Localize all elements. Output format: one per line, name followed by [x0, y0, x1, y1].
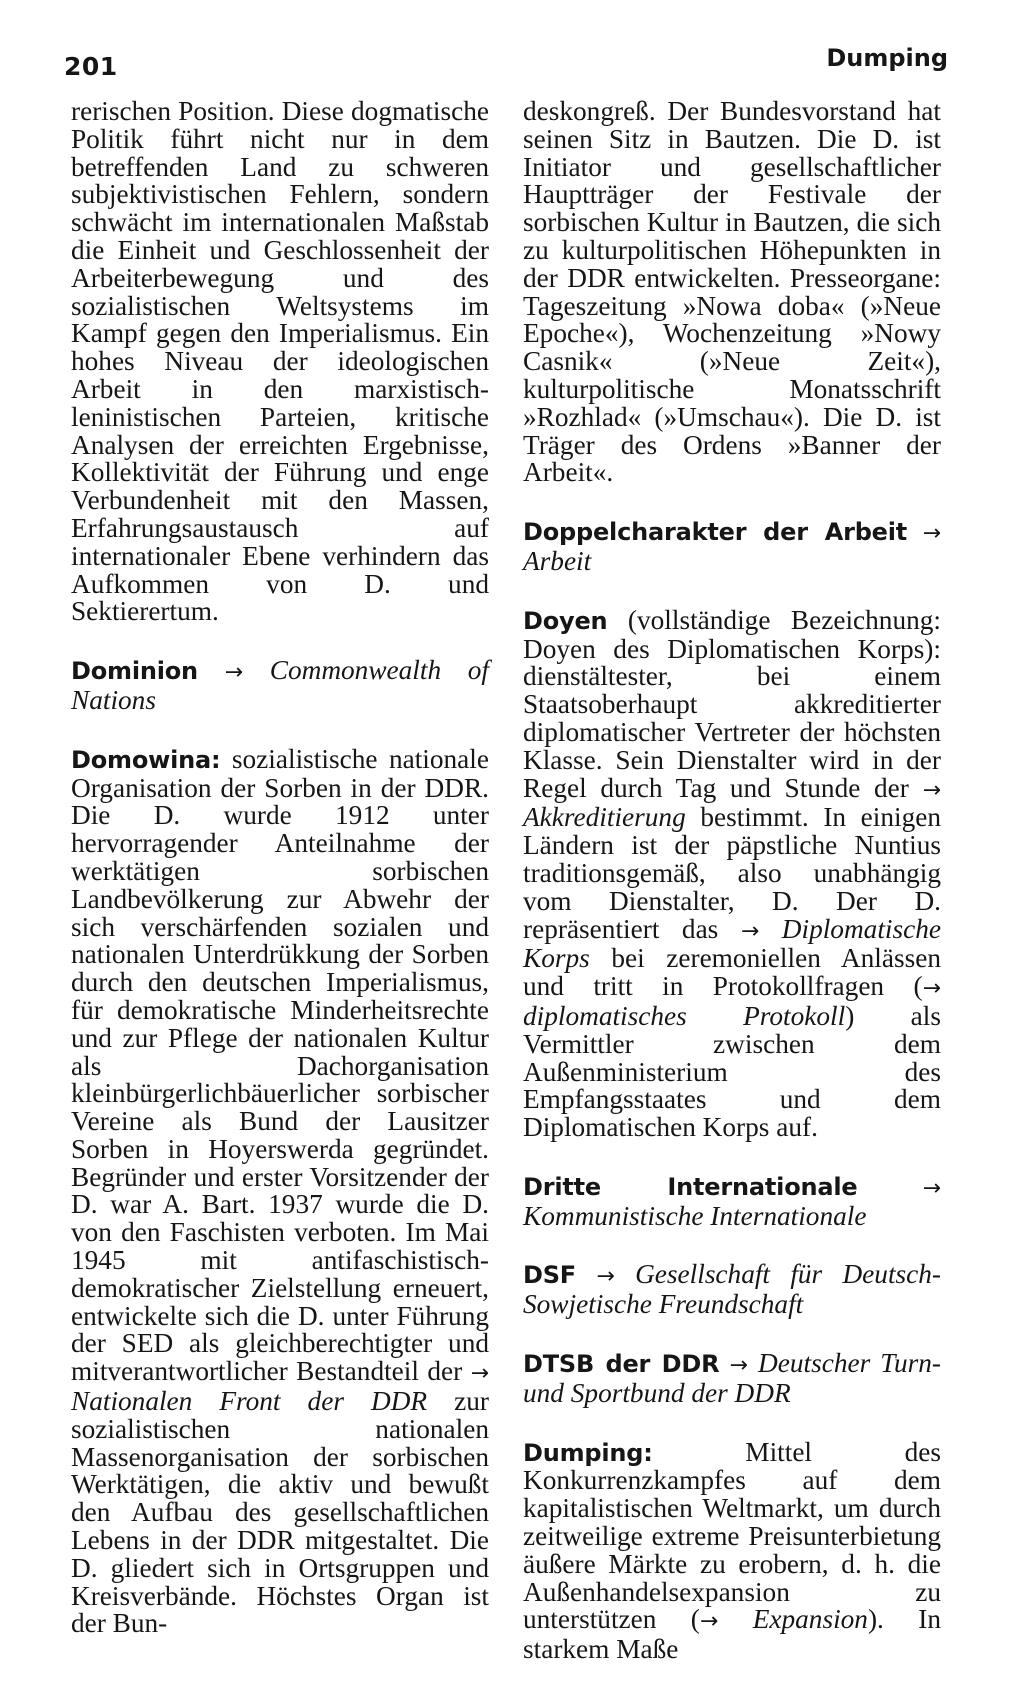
cross-reference-link[interactable]: Kommunistische Internationale	[523, 1200, 867, 1231]
continued-paragraph: deskongreß. Der Bundesvorstand hat seinen Sitz in Bautzen. Die D. ist Initiator und gesellschaftlicher Hauptträger der Festivale der sorbischen Kultur in Bautzen, die sich zu kulturpolitischen Höhepunkten in der DDR entwickelten. Presseorgane: Tageszeitung »Nowa doba« (»Neue Epoche«), Wochenzeitung »Nowy Casnik« (»Neue Zeit«), kulturpolitische Monatsschrift »Rozhlad« (»Umschau«). Die D. ist Träger des Ordens »Banner der Arbeit«.	[523, 96, 941, 488]
cross-reference-link[interactable]: Deutscher Turn- und Sportbund der DDR	[523, 1348, 941, 1408]
cross-reference-link[interactable]: Nationalen Front der DDR	[71, 1386, 428, 1417]
entry-headword: Dominion	[71, 657, 198, 686]
cross-reference-arrow-icon: →	[596, 1264, 615, 1290]
continued-paragraph: rerischen Position. Diese dogmatische Politik führt nicht nur in dem betreffenden Land zu schweren subjektivistischen Fehlern, sondern schwächt im internationalen Maßstab die Einheit und Geschlossenheit der Arbeiterbewegung und des sozialistischen Weltsystems im Kampf gegen den Imperialismus. Ein hohes Niveau der ideologischen Arbeit in den marxistisch-leninistischen Parteien, kritische Analysen der erreichten Ergebnisse, Kollektivität der Führung und enge Verbundenheit mit den Massen, Erfahrungsaustausch auf internationaler Ebene verhindern das Aufkommen von D. und Sektierertum.	[71, 96, 489, 627]
entry-headword: Dritte Internationale	[523, 1172, 858, 1201]
entry-text: bei zeremoniellen Anlässen und tritt in Protokollfragen (	[523, 943, 941, 1002]
entry-text: Mittel des Konkurrenzkampfes auf dem kapitalistischen Weltmarkt, um durch zeitweilige extreme Preisunterbietung äußere Märkte zu erobern, d. h. die Außenhandelsexpansion zu unterstützen (	[523, 1436, 942, 1635]
cross-reference-link[interactable]: Gesellschaft für Deutsch-Sowjetische Freundschaft	[523, 1259, 942, 1320]
cross-reference-arrow-icon: →	[922, 521, 942, 547]
cross-reference-link[interactable]: Arbeit	[523, 545, 592, 576]
entry-doyen	[523, 604, 942, 1143]
cross-reference-arrow-icon: →	[922, 1175, 942, 1201]
cross-reference-arrow-icon: →	[729, 1353, 748, 1379]
cross-reference-arrow-icon: →	[740, 918, 760, 944]
cross-reference-arrow-icon: →	[922, 777, 942, 803]
entry-dtsb	[523, 1350, 941, 1408]
page-number: 201	[64, 52, 118, 81]
entry-text: bestimmt. In einigen Ländern ist der päpstliche Nuntius traditionsgemäß, also unabhängig vom Dienstalter, D. Der D. repräsentiert das	[523, 802, 941, 944]
entry-text: (vollständige Bezeichnung: Doyen des Diplomatischen Korps): dienstältester, bei einem Staatsoberhaupt akkreditierter diplomatischer Vertreter der höchsten Klasse. Sein Dienstalter wird in der Regel durch Tag und Stunde der	[523, 604, 941, 803]
entry-headword: DTSB der DDR	[523, 1350, 720, 1379]
entry-dsf	[523, 1261, 941, 1319]
running-head: Dumping	[826, 44, 948, 72]
cross-reference-arrow-icon: →	[922, 976, 941, 1002]
entry-text: sozialistische nationale Organisation der Sorben in der DDR. Die D. wurde 1912 unter hervorragender Anteilnahme der werktätigen sorbischen Landbevölkerung zur Abwehr der sich verschärfenden sozialen und nationalen Unterdrükkung der Sorben durch den deutschen Imperialismus, für demokratische Minderheitsrechte und zur Pflege der nationalen Kultur als Dachorganisation kleinbürgerlichbäuerlicher sorbischer Vereine als Bund der Lausitzer Sorben in Hoyerswerda gegründet. Begründer und erster Vorsitzender der D. war A. Bart. 1937 wurde die D. von den Faschisten verboten. Im Mai 1945 mit antifaschistisch-demokratischer Zielstellung erneuert, entwickelte sich die D. unter Führung der SED als gleichberechtigter und mitverantwortlicher Bestandteil der	[71, 743, 490, 1387]
cross-reference-link[interactable]: Commonwealth of Nations	[71, 655, 490, 715]
cross-reference-link[interactable]: Akkreditierung	[523, 802, 686, 833]
right-column	[523, 98, 941, 1695]
cross-reference-arrow-icon: →	[224, 660, 244, 686]
entry-text: ) als Vermittler zwischen dem Außenministerium des Empfangsstaates und dem Diplomatischen Korps auf.	[523, 1000, 941, 1143]
entry-headword: Domowina:	[71, 745, 221, 774]
cross-reference-arrow-icon: →	[470, 1361, 489, 1387]
entry-headword: Dumping:	[523, 1438, 653, 1467]
entry-text: ). In starkem Maße	[523, 1604, 942, 1665]
cross-reference-link[interactable]: Diplomatische Korps	[523, 913, 941, 974]
entry-dritte-internationale	[523, 1173, 941, 1231]
cross-reference-arrow-icon: →	[699, 1609, 719, 1635]
cross-reference-link[interactable]: diplomatisches Protokoll	[523, 1000, 846, 1031]
entry-dumping	[523, 1436, 942, 1665]
entry-headword: Doyen	[523, 606, 608, 635]
entry-domowina	[71, 743, 490, 1639]
left-column	[71, 98, 489, 1669]
entry-headword: DSF	[523, 1261, 577, 1290]
cross-reference-link[interactable]: Expansion	[752, 1604, 868, 1635]
entry-dominion	[71, 657, 489, 715]
entry-doppelcharakter	[523, 518, 941, 576]
entry-headword: Doppelcharakter der Arbeit	[523, 518, 908, 547]
entry-text: zur sozialistischen nationalen Massenorganisation der sorbischen Werktätigen, die aktiv und bewußt den Aufbau des gesellschaftlichen Lebens in der DDR mitgestaltet. Die D. gliedert sich in Ortsgruppen und Kreisverbände. Höchstes Organ ist der Bun-	[71, 1386, 489, 1639]
